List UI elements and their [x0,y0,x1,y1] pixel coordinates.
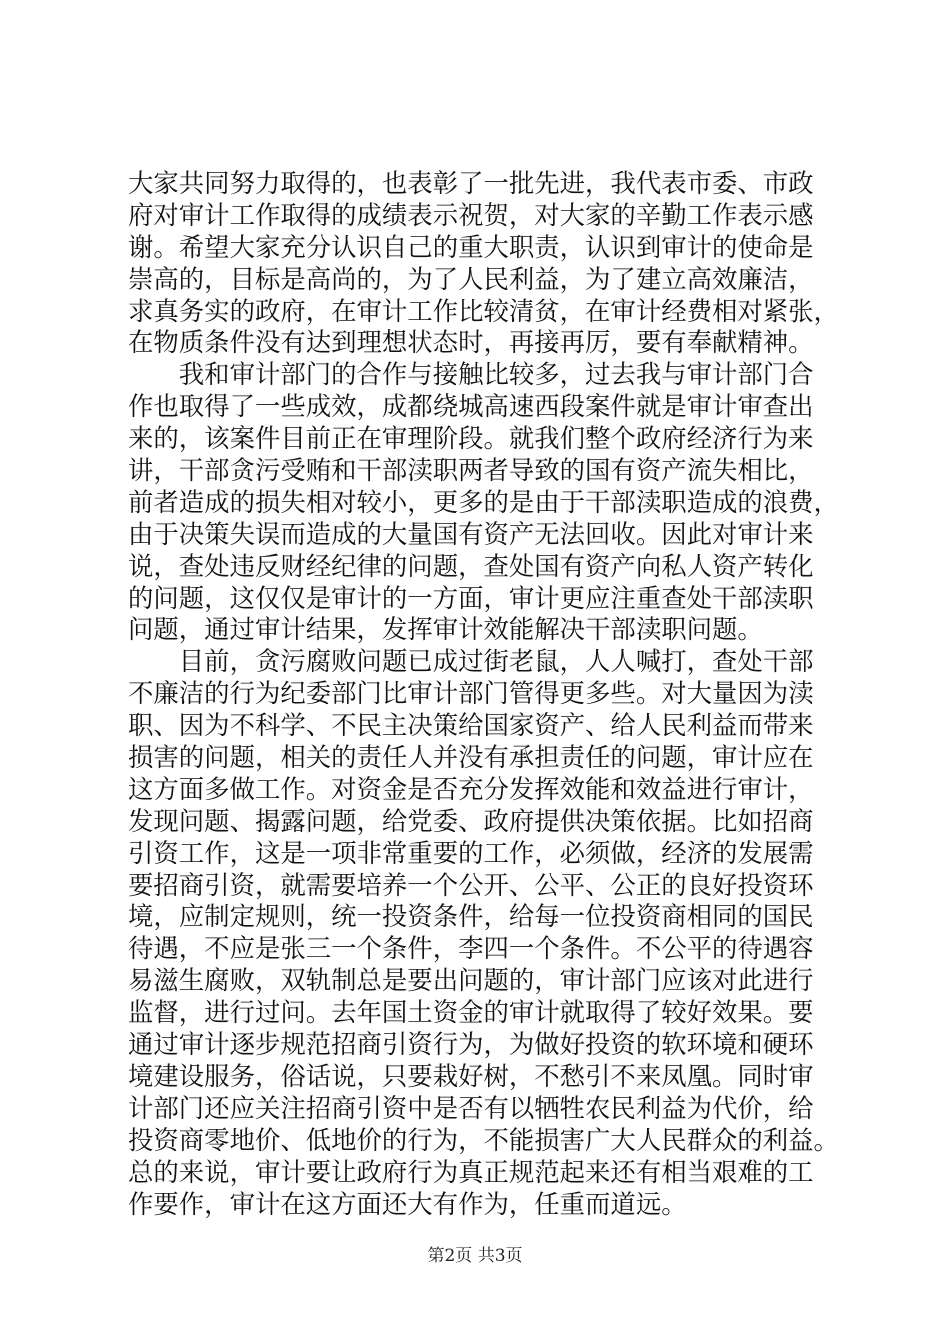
text-line: 计部门还应关注招商引资中是否有以牺牲农民利益为代价，给 [128,1092,814,1123]
page-number: 第2页 共3页 [427,1246,523,1266]
text-line: 崇高的，目标是高尚的，为了人民利益，为了建立高效廉洁， [128,263,814,294]
text-line: 我和审计部门的合作与接触比较多，过去我与审计部门合 [128,359,814,390]
text-line: 损害的问题，相关的责任人并没有承担责任的问题，审计应在 [128,742,814,773]
text-line: 的问题，这仅仅是审计的一方面，审计更应注重查处干部渎职 [128,582,814,613]
text-line: 府对审计工作取得的成绩表示祝贺，对大家的辛勤工作表示感 [128,199,814,230]
text-line: 大家共同努力取得的，也表彰了一批先进，我代表市委、市政 [128,168,814,198]
text-line: 通过审计逐步规范招商引资行为，为做好投资的软环境和硬环 [128,1029,814,1060]
text-line: 由于决策失误而造成的大量国有资产无法回收。因此对审计来 [128,518,814,549]
text-line: 监督，进行过问。去年国土资金的审计就取得了较好效果。要 [128,997,814,1028]
text-line: 说，查处违反财经纪律的问题，查处国有资产向私人资产转化 [128,550,814,581]
text-line: 境，应制定规则，统一投资条件，给每一位投资商相同的国民 [128,901,814,932]
text-line: 引资工作，这是一项非常重要的工作，必须做，经济的发展需 [128,837,814,868]
text-line: 发现问题、揭露问题，给党委、政府提供决策依据。比如招商 [128,805,814,836]
text-line: 求真务实的政府，在审计工作比较清贫，在审计经费相对紧张， [128,295,839,326]
paragraph-1 [128,168,852,359]
text-line: 要招商引资，就需要培养一个公开、公平、公正的良好投资环 [128,869,814,900]
text-line: 境建设服务，俗话说，只要栽好树，不愁引不来凤凰。同时审 [128,1060,814,1091]
text-line: 问题，通过审计结果，发挥审计效能解决干部渎职问题。 [128,614,763,645]
text-line: 作也取得了一些成效，成都绕城高速西段案件就是审计审查出 [128,391,814,422]
text-line: 易滋生腐败，双轨制总是要出问题的，审计部门应该对此进行 [128,965,814,996]
paragraph-3 [128,646,852,1220]
text-line: 总的来说，审计要让政府行为真正规范起来还有相当艰难的工 [128,1156,814,1187]
paragraph-2 [128,359,852,646]
page-footer [0,1241,950,1266]
text-line: 讲，干部贪污受贿和干部渎职两者导致的国有资产流失相比， [128,455,814,486]
text-line: 来的，该案件目前正在审理阶段。就我们整个政府经济行为来 [128,423,814,454]
text-line: 前者造成的损失相对较小，更多的是由于干部渎职造成的浪费， [128,486,839,517]
text-line: 在物质条件没有达到理想状态时，再接再厉，要有奉献精神。 [128,327,814,358]
text-line: 投资商零地价、低地价的行为，不能损害广大人民群众的利益。 [128,1124,839,1155]
text-line: 不廉洁的行为纪委部门比审计部门管得更多些。对大量因为渎 [128,678,814,709]
text-line: 作要作，审计在这方面还大有作为，任重而道远。 [128,1188,687,1219]
text-line: 这方面多做工作。对资金是否充分发挥效能和效益进行审计， [128,773,814,804]
text-line: 职、因为不科学、不民主决策给国家资产、给人民利益而带来 [128,710,814,741]
text-line: 目前，贪污腐败问题已成过街老鼠，人人喊打，查处干部 [128,646,814,677]
text-line: 待遇，不应是张三一个条件，李四一个条件。不公平的待遇容 [128,933,814,964]
text-line: 谢。希望大家充分认识自己的重大职责，认识到审计的使命是 [128,231,814,262]
body-text [128,168,852,1220]
